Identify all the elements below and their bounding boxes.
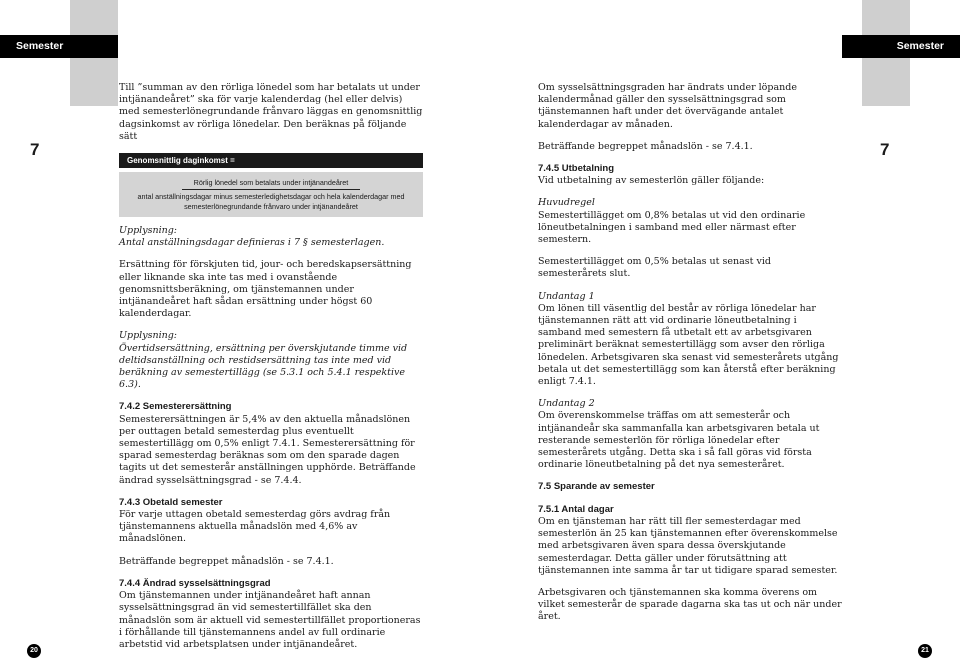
formula-title: Genomsnittlig daginkomst = [119, 153, 423, 168]
section-heading: 7.4.4 Ändrad sysselsättningsgrad [119, 577, 271, 589]
paragraph: Om lönen till väsentlig del består av rörliga lönedelar har tjänstemannen rätt att vid ordinarie löneutbetalning i samband med semestern få utbetalt ett av arbetsgivaren preliminärt beräknat semestertillägg som avser den rörliga lönedelen. Arbetsgivaren ska senast vid semesterårets utgång betala ut det semestertillägg som kan återstå efter beräkning enligt 7.4.1. [538, 302, 839, 388]
note-text: Antal anställningsdagar definieras i 7 § semesterlagen. [119, 237, 385, 249]
paragraph: Arbetsgivaren och tjänstemannen ska komma överens om vilket semesterår de sparade dagarna ska tas ut och när under året. [538, 586, 842, 623]
right-chapter-number: 7 [880, 140, 890, 159]
paragraph: Om sysselsättningsgraden har ändrats under löpande kalendermånad gäller den sysselsättningsgrad som tjänstemannen haft under det övervägande antalet kalenderdagar av månaden. [538, 82, 797, 130]
paragraph: Om tjänstemannen under intjänandeåret haft annan sysselsättningsgrad än vid semestertillfället ska den månadslön som är aktuell vid semestertillfället proportioneras i förhållande till tjänstemannens andel av full ordinarie arbetstid vid arbetsplatsen under intjänandeåret. [119, 590, 421, 650]
left-chapter-number: 7 [30, 140, 40, 159]
paragraph: Om överenskommelse träffas om att semesterår och intjänandeår ska sammanfalla kan arbetsgivaren betala ut resterande semesterlön för rörliga lönedelar efter semesterårets utgång. Detta ska i så fall göras vid första ordinarie löneutbetalning på det nya semesteråret. [538, 410, 820, 471]
subheading: Undantag 1 [538, 290, 595, 302]
paragraph: Beträffande begreppet månadslön - se 7.4.1. [119, 555, 334, 567]
formula-numerator: Rörlig lönedel som betalats under intjänandeåret [182, 178, 361, 190]
formula-box [119, 153, 423, 217]
page-number-right: 21 [918, 644, 932, 658]
paragraph: Till ”summan av den rörliga lönedel som har betalats ut under intjänandeåret” ska för varje kalenderdag (hel eller delvis) med semesterlönegrundande frånvaro läggas en genomsnittlig dagsinkomst av rörliga lönedelar. Den beräknas på följande sätt [119, 82, 423, 142]
paragraph: Semestertillägget om 0,5% betalas ut senast vid semesterårets slut. [538, 256, 771, 280]
section-heading: 7.4.2 Semesterersättning [119, 401, 232, 413]
left-section-header: Semester [0, 35, 118, 58]
right-section-header: Semester [842, 35, 960, 58]
paragraph: Semestertillägget om 0,8% betalas ut vid den ordinarie löneutbetalningen i samband med eller närmast efter semestern. [538, 209, 806, 246]
right-column [538, 82, 842, 634]
note-label: Upplysning: [119, 225, 178, 237]
note-label: Upplysning: [119, 330, 178, 342]
subheading: Huvudregel [538, 197, 595, 209]
section-heading: 7.4.5 Utbetalning [538, 163, 615, 175]
formula-body [119, 172, 423, 217]
paragraph: Vid utbetalning av semesterlön gäller följande: [538, 175, 765, 187]
paragraph: För varje uttagen obetald semesterdag görs avdrag från tjänstemannens aktuella månadslön med 4,6% av månadslönen. [119, 509, 391, 545]
paragraph: Ersättning för förskjuten tid, jour- och beredskapsersättning eller liknande ska inte tas med i ovanstående genomsnittsberäkning, om tjänstemannen under intjänandeåret haft sådan ersättning under högst 60 kalenderdagar. [119, 259, 412, 320]
paragraph: Om en tjänsteman har rätt till fler semesterdagar med semesterlön än 25 kan tjänstemannen efter överenskommelse med arbetsgivaren även spara dessa överskjutande semesterdagar. Detta gäller under förutsättning att tjänstemannen inte samma år tar ut tidigare sparad semester. [538, 515, 838, 576]
note-text: Övertidsersättning, ersättning per överskjutande timme vid deltidsanställning och restidsersättning tas inte med vid beräkning av semestertillägg (se 5.3.1 och 5.4.1 respektive 6.3). [119, 342, 408, 391]
paragraph: Semesterersättningen är 5,4% av den aktuella månadslönen per outtagen betald semesterdag plus eventuellt semestertillägg om 0,5% enligt 7.4.1. Semesterersättning för sparad semesterdag beräknas som om den sparade dagen tagits ut det semesterår anställningen upphörde. Beträffande ändrad sysselsättningsgrad - se 7.4.4. [119, 413, 416, 486]
page-number-left: 20 [27, 644, 41, 658]
subheading: Undantag 2 [538, 398, 595, 410]
formula-denominator: antal anställningsdagar minus semesterledighetsdagar och hela kalenderdagar med semesterlönegrundande frånvaro under intjänandeåret [137, 192, 405, 212]
section-heading: 7.5 Sparande av semester [538, 481, 655, 493]
section-heading: 7.4.3 Obetald semester [119, 496, 223, 508]
left-column [119, 82, 423, 661]
paragraph: Beträffande begreppet månadslön - se 7.4.1. [538, 140, 753, 152]
section-heading: 7.5.1 Antal dagar [538, 503, 614, 515]
